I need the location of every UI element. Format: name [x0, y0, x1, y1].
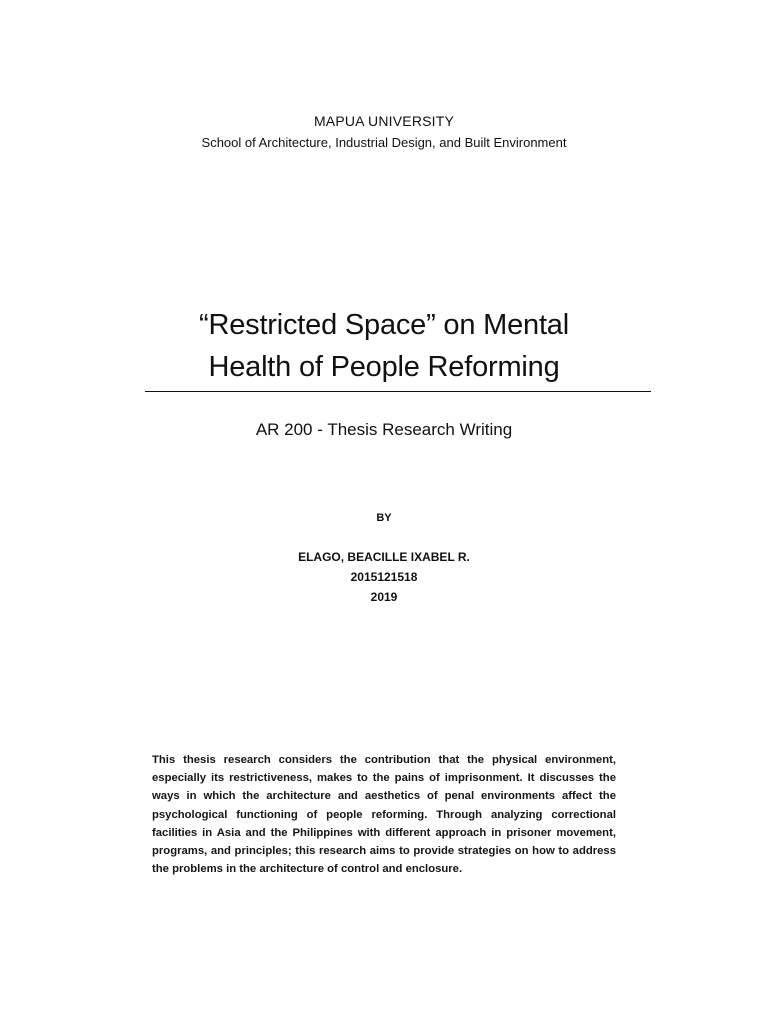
title-divider: [145, 391, 651, 392]
by-label: BY: [376, 512, 392, 524]
thesis-title-line-2: Health of People Reforming: [208, 351, 560, 383]
thesis-title: [0, 304, 768, 388]
school-name: School of Architecture, Industrial Design, and Built Environment: [201, 135, 567, 150]
student-number: 2015121518: [350, 570, 418, 584]
year: 2019: [370, 590, 398, 604]
university-name: MAPUA UNIVERSITY: [313, 113, 455, 129]
thesis-title-line-1: “Restricted Space” on Mental: [199, 309, 569, 341]
course-name: AR 200 - Thesis Research Writing: [255, 420, 513, 439]
author-block: [0, 547, 768, 607]
abstract-paragraph: This thesis research considers the contribution that the physical environment, especially its restrictiveness, makes to the pains of imprisonment. It discusses the ways in which the architecture and aesthetics of penal environments affect the psychological functioning of people reforming. Through analyzing correctional facilities in Asia and the Philippines with different approach in prisoner movement, programs, and principles; this research aims to provide strategies on how to address the problems in the architecture of control and enclosure.: [152, 754, 616, 876]
author-name: ELAGO, BEACILLE IXABEL R.: [298, 550, 470, 564]
